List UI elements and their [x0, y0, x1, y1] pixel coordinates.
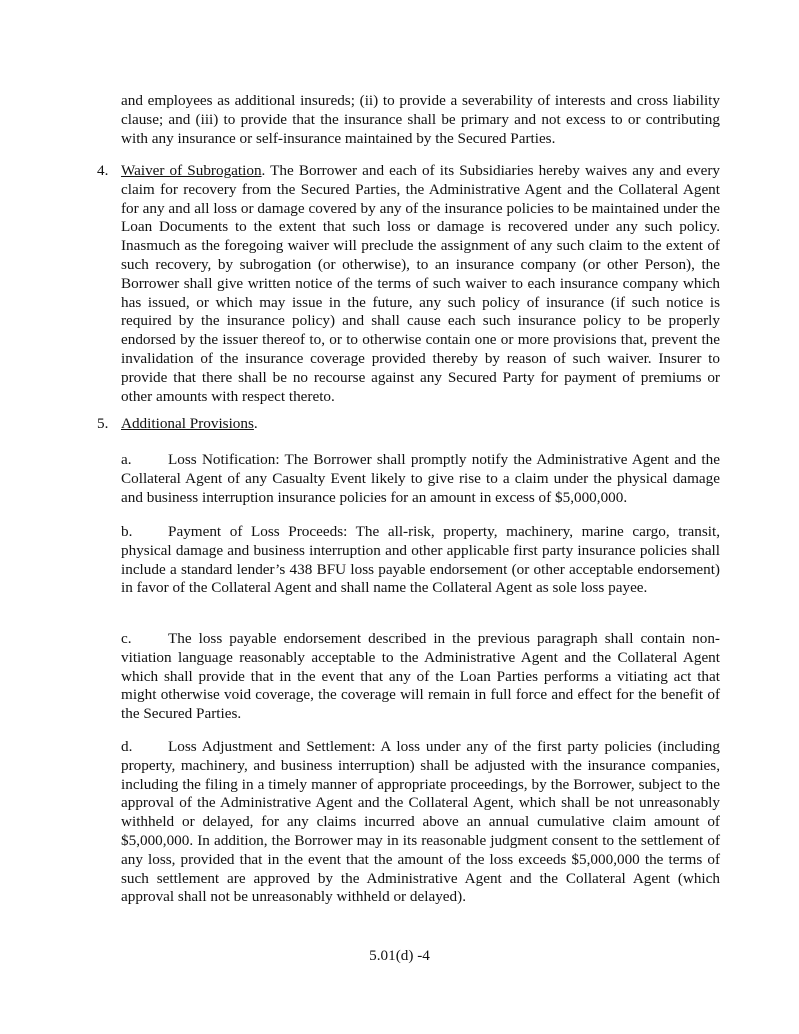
- clause-a-text: Loss Notification: The Borrower shall promptly notify the Administrative Agent and the Collateral Agent of any Casualty Event likely to give rise to a claim under the physical damage and business interruption insurance policies for an amount in excess of $5,000,000.: [121, 451, 720, 506]
- clause-d-label: d.: [121, 738, 133, 755]
- section-5-heading-suffix: .: [253, 415, 258, 432]
- section-5-number: 5.: [97, 415, 109, 432]
- clause-a: [121, 451, 720, 507]
- page-footer: 5.01(d) -4: [369, 947, 430, 964]
- clause-c-text: The loss payable endorsement described in the previous paragraph shall contain non-vitiation language reasonably acceptable to the Administrative Agent and the Collateral Agent which shall provide that in the event that any of the Loan Parties performs a vitiating act that might otherwise void coverage, the coverage will remain in full force and effect for the benefit of the Secured Parties.: [121, 630, 720, 723]
- section-5-heading-line: [121, 415, 720, 434]
- section-5-heading: Additional Provisions: [121, 415, 254, 432]
- section-4-paragraph: [121, 162, 720, 406]
- clause-d: [121, 738, 720, 907]
- clause-a-label: a.: [121, 451, 132, 468]
- section-4-heading: Waiver of Subrogation: [121, 162, 262, 179]
- intro-paragraph: and employees as additional insureds; (ii) to provide a severability of interests and cross liability clause; and (iii) to provide that the insurance shall be primary and not excess to or contributing with any insurance or self-insurance maintained by the Secured Parties.: [121, 92, 720, 147]
- section-4-body: . The Borrower and each of its Subsidiaries hereby waives any and every claim for recovery from the Secured Parties, the Administrative Agent and the Collateral Agent for any and all loss or damage covered by any of the insurance policies to be maintained under the Loan Documents to the extent that such loss or damage is recovered under any such policy. Inasmuch as the foregoing waiver will preclude the assignment of any such claim to the extent of such recovery, by subrogation (or otherwise), to an insurance company (or other Person), the Borrower shall give written notice of the terms of such waiver to each insurance company which has issued, or which may issue in the future, any such policy of insurance (if such notice is required by the insurance policy) and shall cause each such insurance policy to be properly endorsed by the issuer thereof to, or to otherwise contain one or more provisions that, prevent the invalidation of the insurance coverage provided thereby by reason of such waiver. Insurer to provide that there shall be no recourse against any Secured Party for payment of premiums or other amounts with respect thereto.: [121, 162, 720, 405]
- clause-c-label: c.: [121, 630, 132, 647]
- clause-b-text: Payment of Loss Proceeds: The all-risk, property, machinery, marine cargo, transit, physical damage and business interruption and other applicable first party insurance policies shall include a standard lender’s 438 BFU loss payable endorsement (or other acceptable endorsement) in favor of the Collateral Agent and shall name the Collateral Agent as sole loss payee.: [121, 523, 720, 597]
- clause-d-text: Loss Adjustment and Settlement: A loss under any of the first party policies (including property, machinery, and business interruption) shall be adjusted with the insurance companies, including the filing in a timely manner of appropriate proceedings, by the Borrower, subject to the approval of the Administrative Agent and the Collateral Agent, which shall be not unreasonably withheld or delayed, for any claims incurred above an annual cumulative claim amount of $5,000,000. In addition, the Borrower may in its reasonable judgment consent to the settlement of any loss, provided that in the event that the amount of the loss exceeds $5,000,000 the terms of such settlement are approved by the Administrative Agent and the Collateral Agent (which approval shall not be unreasonably withheld or delayed).: [121, 738, 720, 906]
- section-4-number: 4.: [97, 162, 109, 179]
- clause-b: [121, 523, 720, 598]
- clause-b-label: b.: [121, 523, 133, 540]
- clause-c: [121, 630, 720, 724]
